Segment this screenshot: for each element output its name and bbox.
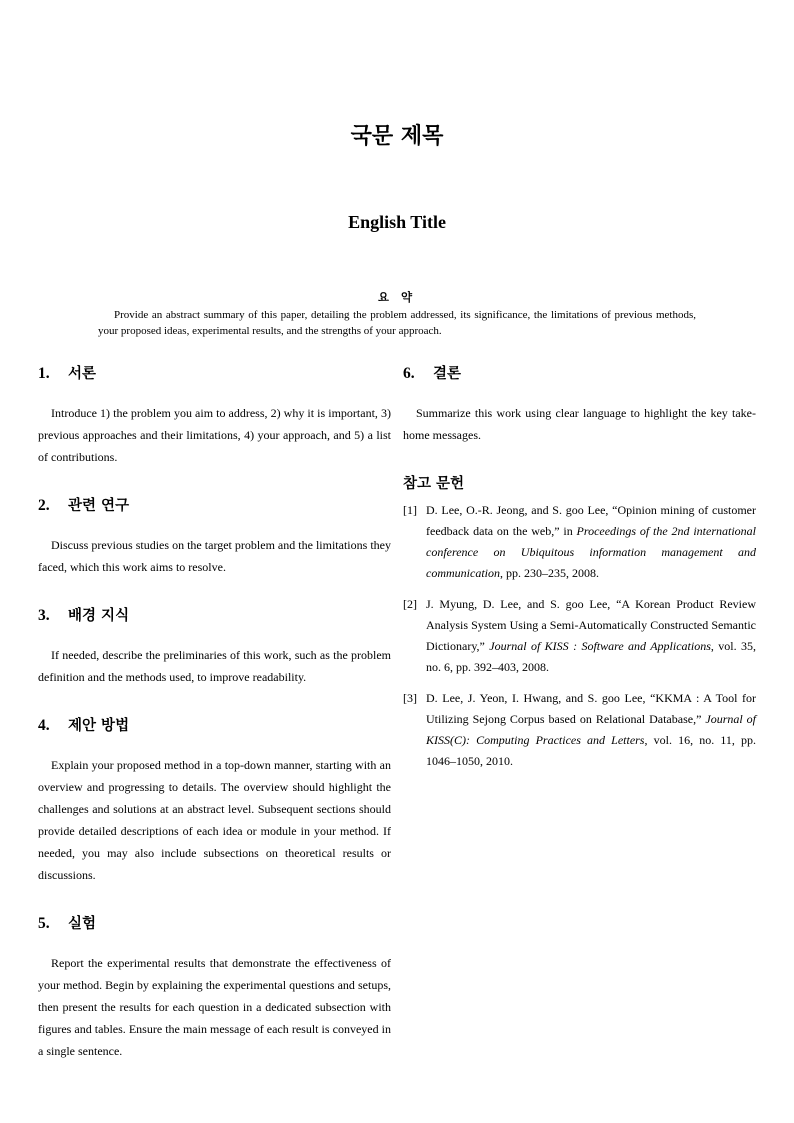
- reference-venue: Journal of KISS : Software and Applications: [489, 639, 711, 653]
- section-title: 관련 연구: [68, 497, 130, 514]
- section-paragraph: Summarize this work using clear language to highlight the key take-home messages.: [403, 406, 756, 442]
- reference-label: [1]: [403, 503, 417, 517]
- section-number: 3.: [38, 607, 50, 624]
- references-list: [403, 500, 756, 772]
- section-conclusion: [403, 362, 756, 446]
- section-heading: [38, 604, 391, 634]
- section-paragraph: Report the experimental results that demonstrate the effectiveness of your method. Begin by explaining the experimental questions and setups, then present the results for each question in a dedicated subsection with figures and tables. Ensure the main message of each result is conveyed in a single sentence.: [38, 956, 391, 1058]
- section-experiments: [38, 912, 391, 1062]
- section-title: 배경 지식: [68, 607, 130, 624]
- section-title: 서론: [68, 365, 97, 382]
- reference-authors: D. Lee, O.-R. Jeong, and S. goo Lee, “Opinion mining of customer feedback data on the web,” in: [426, 503, 756, 538]
- section-title: 제안 방법: [68, 717, 130, 734]
- left-column: [38, 362, 391, 1062]
- section-related-work: [38, 494, 391, 578]
- section-heading: [403, 362, 756, 392]
- references-heading: 참고 문헌: [403, 475, 465, 492]
- reference-tail: , pp. 230–235, 2008.: [500, 566, 599, 580]
- section-number: 2.: [38, 497, 50, 514]
- reference-item: [403, 500, 756, 584]
- reference-body: [426, 688, 756, 772]
- reference-label: [2]: [403, 597, 417, 611]
- reference-authors: J. Myung, D. Lee, and S. goo Lee, “A Korean Product Review Analysis System Using a Semi-Automatically Constructed Semantic Dictionary,”: [426, 597, 756, 653]
- reference-authors: D. Lee, J. Yeon, I. Hwang, and S. goo Lee, “KKMA : A Tool for Utilizing Sejong Corpus based on Relational Database,”: [426, 691, 756, 726]
- abstract-heading: 요 약: [377, 290, 417, 304]
- right-column: [403, 362, 756, 782]
- reference-venue: Proceedings of the 2nd international conference on Ubiquitous information management and communication: [426, 524, 756, 580]
- section-number: 6.: [403, 365, 415, 382]
- reference-body: [426, 594, 756, 678]
- section-method: [38, 714, 391, 886]
- reference-venue: Journal of KISS(C): Computing Practices and Letters: [426, 712, 757, 747]
- section-number: 4.: [38, 717, 50, 734]
- section-heading: [38, 362, 391, 392]
- title-korean: 국문 제목: [350, 123, 444, 149]
- reference-tail: , vol. 35, no. 6, pp. 392–403, 2008.: [426, 639, 756, 674]
- section-paragraph: If needed, describe the preliminaries of this work, such as the problem definition and the methods used, to improve readability.: [38, 648, 391, 684]
- reference-body: [426, 500, 756, 584]
- section-paragraph: Introduce 1) the problem you aim to address, 2) why it is important, 3) previous approaches and their limitations, 4) your approach, and 5) a list of contributions.: [38, 406, 391, 464]
- section-heading: [38, 494, 391, 524]
- title-english: English Title: [348, 212, 446, 232]
- section-introduction: [38, 362, 391, 468]
- section-title: 실험: [68, 915, 97, 932]
- section-heading: [38, 714, 391, 744]
- reference-label: [3]: [403, 691, 417, 705]
- reference-item: [403, 688, 756, 772]
- reference-item: [403, 594, 756, 678]
- reference-tail: , vol. 16, no. 11, pp. 1046–1050, 2010.: [426, 733, 756, 768]
- section-number: 5.: [38, 915, 50, 932]
- section-paragraph: Discuss previous studies on the target problem and the limitations they faced, which this work aims to resolve.: [38, 538, 391, 574]
- abstract-text: Provide an abstract summary of this paper, detailing the problem addressed, its significance, the limitations of previous methods, your proposed ideas, experimental results, and the strengths of your approach.: [98, 309, 696, 337]
- section-paragraph: Explain your proposed method in a top-down manner, starting with an overview and progressing to details. The overview should highlight the challenges and solutions at an abstract level. Subsequent sections should provide detailed descriptions of each idea or module in your method. If needed, you may also include subsections on theoretical results or discussions.: [38, 758, 391, 882]
- section-title: 결론: [433, 365, 462, 382]
- section-background: [38, 604, 391, 688]
- section-number: 1.: [38, 365, 50, 382]
- section-heading: [38, 912, 391, 942]
